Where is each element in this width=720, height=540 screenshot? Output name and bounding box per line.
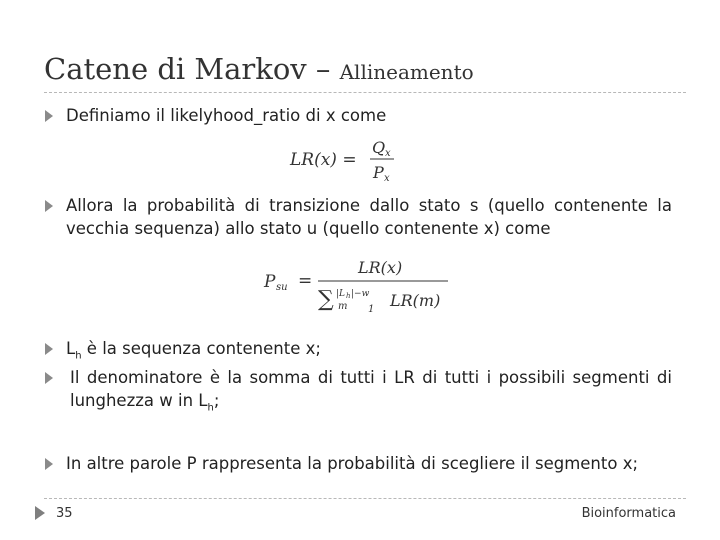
formula-transition-probability: [262, 252, 462, 314]
title-subtitle: Allineamento: [339, 60, 474, 84]
bullet-4-text: Il denominatore è la somma di tutti i LR di tutti i possibili segmenti di lunghezza w in: [70, 368, 672, 410]
page-number: 35: [56, 506, 73, 521]
formula2-lhs: P: [264, 272, 276, 292]
formula-likelihood-ratio: [288, 134, 408, 184]
title-divider: [44, 92, 686, 93]
formula1-num-sub: x: [385, 148, 391, 159]
bullet-3-text: è la sequenza contenente x;: [86, 339, 321, 358]
page-arrow-icon: [35, 506, 45, 520]
title-text: Catene di Markov –: [44, 52, 331, 86]
bullet-arrow-icon: [44, 343, 54, 355]
lh-subscript: h: [207, 402, 214, 414]
formula2-sum-bottom: 1: [368, 304, 375, 314]
lh-letter: L: [66, 339, 76, 358]
bullet-arrow-icon: [44, 110, 54, 122]
bullet-2: Allora la probabilità di transizione dallo stato s (quello contenente la vecchia sequenza) allo stato u (quello contenente x) come: [66, 196, 672, 238]
bullet-arrow-icon: [44, 200, 54, 212]
formula2-sum-top-rest: |−w: [351, 289, 370, 299]
formula1-den: P: [373, 163, 384, 182]
bullet-5: In altre parole P rappresenta la probabilità di scegliere il segmento x;: [66, 454, 639, 473]
formula2-eq: =: [298, 271, 313, 291]
lh-subscript: h: [75, 350, 82, 362]
formula1-lhs: LR(x) =: [290, 150, 357, 170]
formula1-num: Q: [372, 138, 386, 157]
bullet-1: Definiamo il likelyhood_ratio di x come: [66, 106, 387, 125]
footer-divider: [44, 498, 686, 499]
formula1-den-sub: x: [384, 173, 390, 184]
bullet-4: [70, 366, 672, 419]
semicolon: ;: [213, 391, 220, 410]
lh-letter: L: [198, 391, 208, 410]
bullet-3: [66, 337, 321, 367]
formula2-sum-sub: m: [338, 301, 348, 312]
formula2-den: LR(m): [390, 291, 441, 310]
formula2-num: LR(x): [358, 258, 403, 277]
bullet-arrow-icon: [44, 458, 54, 470]
formula2-sum: ∑: [318, 287, 334, 312]
slide-title: [44, 52, 474, 86]
formula2-sum-top-sub: h: [346, 292, 351, 300]
formula2-lhs-sub: su: [276, 282, 288, 293]
bullet-arrow-icon: [44, 372, 54, 384]
footer-course: Bioinformatica: [581, 506, 676, 521]
formula2-sum-top: |L: [336, 289, 346, 299]
